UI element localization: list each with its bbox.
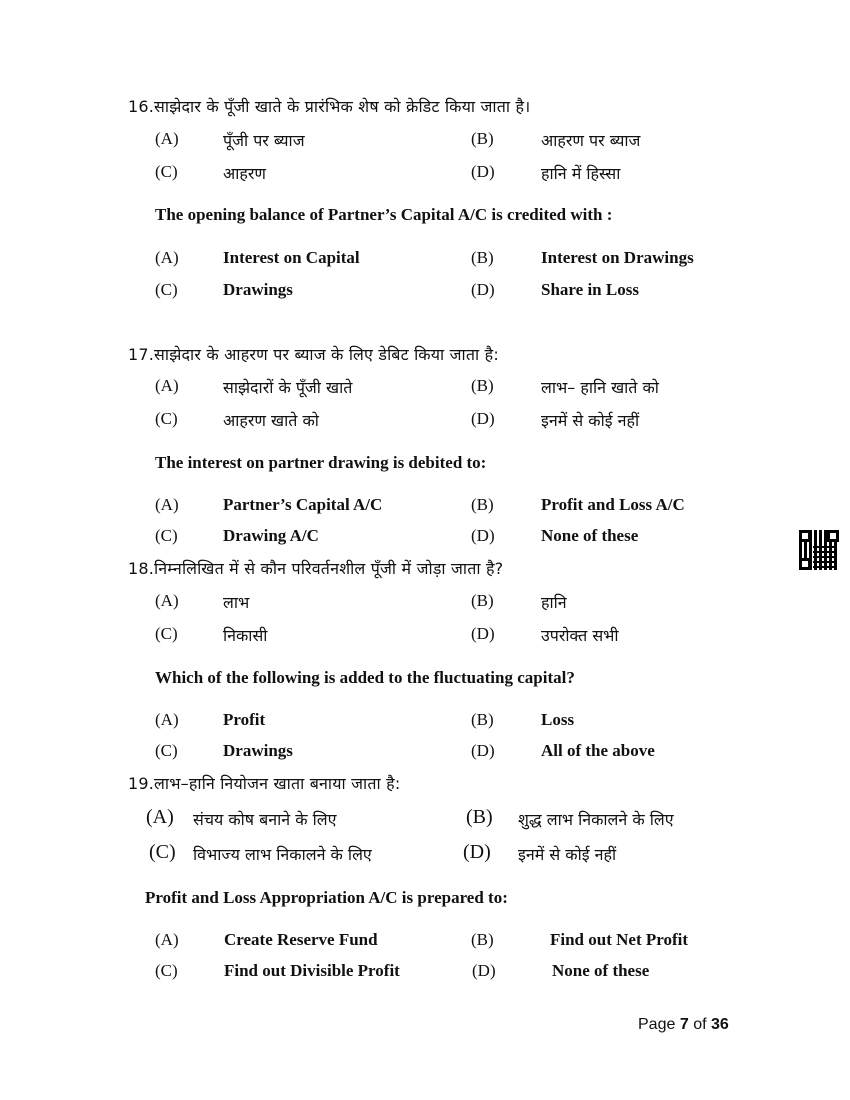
question-number: 19. — [128, 774, 155, 793]
option-letter: (A) — [155, 591, 179, 610]
option-text-english: Find out Net Profit — [550, 930, 689, 949]
option-text-english: Drawings — [223, 741, 293, 760]
option-letter: (D) — [471, 409, 495, 428]
of-word: of — [693, 1016, 707, 1033]
option-letter: (B) — [471, 376, 494, 395]
option-letter: (C) — [155, 741, 178, 760]
option-text-hindi: हानि में हिस्सा — [541, 164, 621, 183]
question-19-hindi — [128, 772, 400, 794]
option-text-hindi: इनमें से कोई नहीं — [518, 845, 617, 864]
page-number — [638, 1016, 729, 1034]
question-17-english: The interest on partner drawing is debited to: — [155, 453, 487, 472]
option-text-hindi: आहरण — [223, 164, 266, 183]
question-16-english: The opening balance of Partner’s Capital A/C is credited with : — [155, 205, 613, 224]
option-text-hindi: लाभ — [223, 593, 250, 612]
qr-code-icon — [799, 530, 839, 570]
option-letter: (B) — [471, 248, 494, 267]
option-text-english: Drawing A/C — [223, 526, 319, 545]
option-letter: (C) — [155, 526, 178, 545]
option-text-hindi: शुद्ध लाभ निकालने के लिए — [518, 810, 674, 829]
option-text-hindi: लाभ– हानि खाते को — [541, 378, 659, 397]
option-text-hindi: इनमें से कोई नहीं — [541, 411, 640, 430]
option-letter: (A) — [155, 930, 179, 949]
question-text-hindi: साझेदार के आहरण पर ब्याज के लिए डेबिट किया जाता है: — [154, 345, 499, 364]
option-text-english: None of these — [541, 526, 639, 545]
total-pages: 36 — [710, 1016, 729, 1033]
option-letter: (D) — [471, 624, 495, 643]
option-text-hindi: हानि — [541, 593, 567, 612]
option-letter: (C) — [155, 409, 178, 428]
option-letter: (C) — [155, 162, 178, 181]
option-text-english: Loss — [541, 710, 575, 729]
option-letter: (D) — [471, 741, 495, 760]
question-number: 16. — [128, 97, 155, 116]
option-text-english: Interest on Capital — [223, 248, 360, 267]
option-text-hindi: आहरण खाते को — [223, 411, 319, 430]
option-text-hindi: निकासी — [223, 626, 268, 645]
option-text-english: Interest on Drawings — [541, 248, 694, 267]
option-letter: (D) — [471, 526, 495, 545]
option-letter: (D) — [471, 280, 495, 299]
current-page: 7 — [679, 1016, 689, 1033]
option-letter: (A) — [155, 248, 179, 267]
question-16-hindi — [128, 95, 530, 117]
option-letter: (B) — [471, 710, 494, 729]
option-text-english: None of these — [552, 961, 650, 980]
option-letter: (D) — [471, 162, 495, 181]
option-text-hindi: साझेदारों के पूँजी खाते — [223, 378, 353, 397]
question-text-hindi: साझेदार के पूँजी खाते के प्रारंभिक शेष को क्रेडिट किया जाता है। — [154, 97, 531, 116]
option-letter: (A) — [146, 806, 174, 828]
page-word: Page — [638, 1016, 676, 1033]
option-letter: (A) — [155, 129, 179, 148]
question-text-hindi: लाभ–हानि नियोजन खाता बनाया जाता है: — [154, 774, 401, 793]
option-text-english: Drawings — [223, 280, 293, 299]
option-text-english: All of the above — [541, 741, 655, 760]
option-letter: (C) — [155, 961, 178, 980]
option-text-hindi: विभाज्य लाभ निकालने के लिए — [193, 845, 372, 864]
option-text-english: Profit — [223, 710, 266, 729]
option-text-hindi: पूँजी पर ब्याज — [223, 131, 305, 150]
option-text-hindi: आहरण पर ब्याज — [541, 131, 641, 150]
option-text-english: Partner’s Capital A/C — [223, 495, 383, 514]
question-19-english: Profit and Loss Appropriation A/C is prepared to: — [145, 888, 508, 907]
option-letter: (C) — [149, 841, 176, 863]
option-letter: (D) — [463, 841, 491, 863]
option-letter: (C) — [155, 624, 178, 643]
option-letter: (B) — [471, 930, 494, 949]
option-letter: (A) — [155, 376, 179, 395]
option-text-english: Create Reserve Fund — [224, 930, 378, 949]
question-17-hindi — [128, 343, 499, 365]
option-text-hindi: संचय कोष बनाने के लिए — [193, 810, 337, 829]
option-letter: (A) — [155, 495, 179, 514]
option-letter: (C) — [155, 280, 178, 299]
question-number: 17. — [128, 345, 155, 364]
option-letter: (A) — [155, 710, 179, 729]
option-text-english: Profit and Loss A/C — [541, 495, 685, 514]
option-letter: (D) — [472, 961, 496, 980]
option-text-english: Share in Loss — [541, 280, 639, 299]
option-letter: (B) — [466, 806, 493, 828]
question-number: 18. — [128, 559, 155, 578]
option-letter: (B) — [471, 495, 494, 514]
option-letter: (B) — [471, 591, 494, 610]
option-text-hindi: उपरोक्त सभी — [541, 626, 619, 645]
option-text-english: Find out Divisible Profit — [224, 961, 400, 980]
question-18-hindi — [128, 557, 503, 579]
option-letter: (B) — [471, 129, 494, 148]
question-text-hindi: निम्नलिखित में से कौन परिवर्तनशील पूँजी में जोड़ा जाता है? — [154, 559, 504, 578]
question-18-english: Which of the following is added to the fluctuating capital? — [155, 668, 575, 687]
